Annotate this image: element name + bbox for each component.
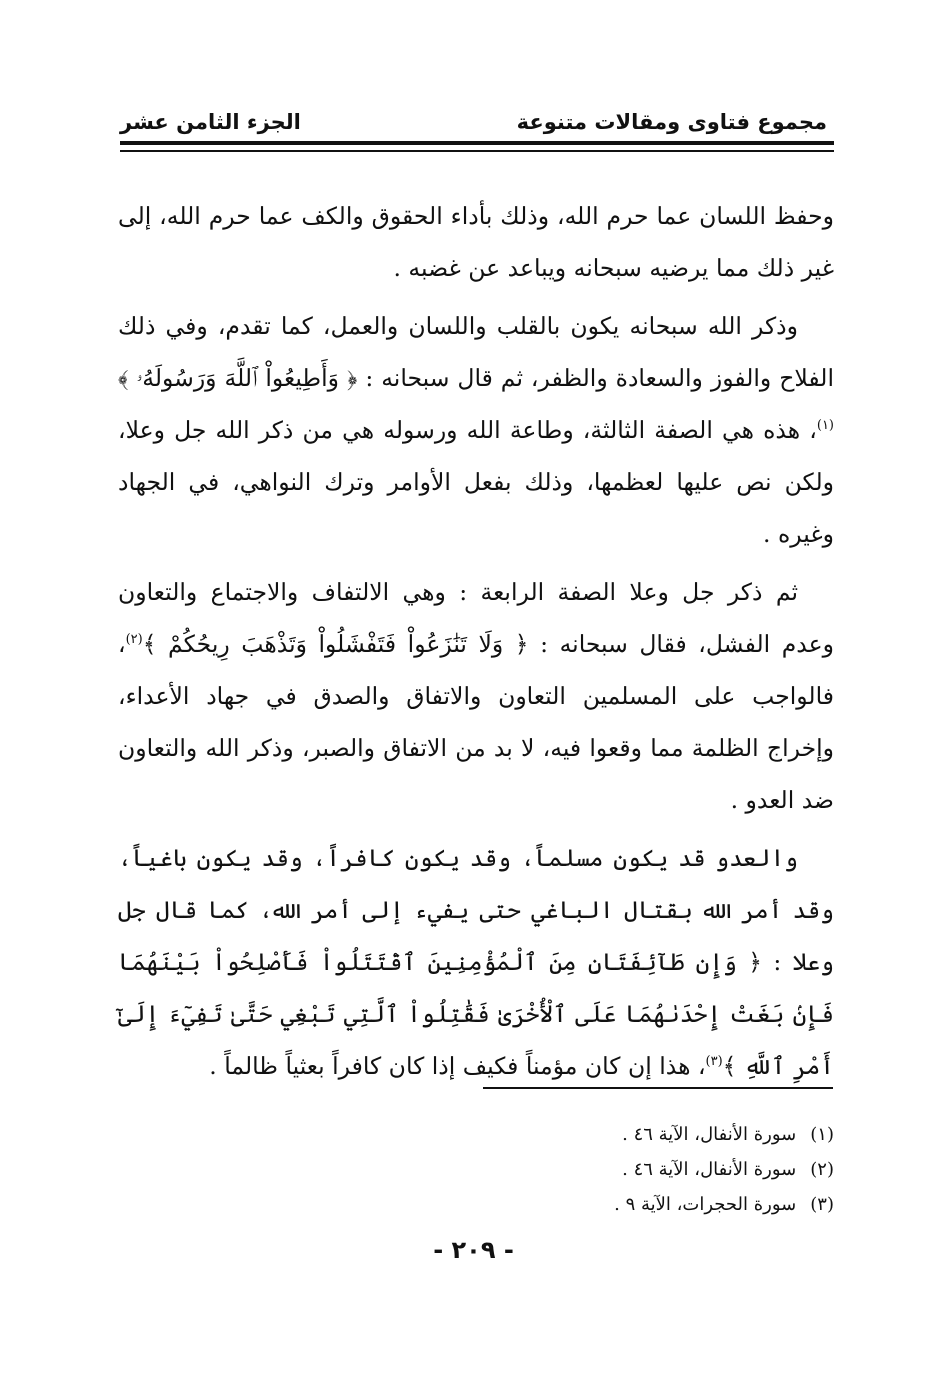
footnote	[614, 1187, 834, 1222]
footnote-text: سورة الأنفال، الآية ٤٦ .	[622, 1124, 797, 1145]
footnote-text: سورة الأنفال، الآية ٤٦ .	[622, 1159, 797, 1180]
footnote-text: سورة الحجرات، الآية ٩ .	[614, 1194, 797, 1215]
footnotes	[614, 1117, 834, 1222]
volume-label: الجزء الثامن عشر	[120, 110, 301, 134]
footnote	[614, 1152, 834, 1187]
quran-verse: ﴿ وَإِن طَآئِفَتَانِ مِنَ ٱلْمُؤْمِنِينَ ٱقْتَتَلُواْ فَأَصْلِحُواْ بَيْنَهُمَا فَإِنۢ بَغَتْ إِحْدَىٰهُمَا عَلَى ٱلْأُخْرَىٰ فَقَٰتِلُواْ ٱلَّتِي تَبْغِي حَتَّىٰ تَفِيٓءَ إِلَىٰٓ أَمْرِ ٱللَّهِ ﴾	[118, 948, 834, 1080]
page-number: - ٢٠٩ -	[433, 1236, 514, 1264]
footnote-ref: (١)	[816, 418, 834, 434]
header-rule-thin	[120, 150, 834, 152]
footnote-ref: (٢)	[125, 632, 143, 648]
paragraph-text: ثم ذكر جل وعلا الصفة الرابعة : وهي الالتفاف والاجتماع والتعاون وعدم الفشل، فقال سبحانه :	[118, 578, 834, 658]
book-title: مجموع فتاوى ومقالات متنوعة	[516, 110, 827, 134]
footnote	[614, 1117, 834, 1152]
paragraph-text: ، هذه هي الصفة الثالثة، وطاعة الله ورسوله هي من ذكر الله جل وعلا، ولكن نص عليها لعظمها، وذلك بفعل الأوامر وترك النواهي، في الجهاد وغيره .	[118, 416, 834, 548]
quran-verse: ﴿ وَأَطِيعُواْ ٱللَّهَ وَرَسُولَهُۥ ﴾	[118, 364, 358, 392]
paragraph-text: وحفظ اللسان عما حرم الله، وذلك بأداء الحقوق والكف عما حرم الله، إلى غير ذلك مما يرضيه سبحانه ويباعد عن غضبه .	[118, 202, 834, 282]
header-rule-thick	[120, 141, 834, 145]
body-text	[118, 190, 834, 1092]
paragraph-text: ، فالواجب على المسلمين التعاون والاتفاق والصدق في جهاد الأعداء، وإخراج الظلمة مما وقعوا فيه، لا بد من الاتفاق والصبر، وذكر الله والتعاون ضد العدو .	[118, 630, 834, 814]
footnote-number: (٢)	[810, 1159, 834, 1180]
paragraph	[118, 566, 834, 826]
paragraph	[118, 300, 834, 560]
footnote-ref: (٣)	[705, 1054, 723, 1070]
paragraph-text: وذكر الله سبحانه يكون بالقلب واللسان والعمل، كما تقدم، وفي ذلك الفلاح والفوز والسعادة والظفر، ثم قال سبحانه :	[118, 312, 834, 392]
paragraph-text: والعدو قد يكون مسلماً، وقد يكون كافراً، وقد يكون باغياً، وقد أمر الله بقتال الباغي حتى يفيء إلى أمر الله، كما قال جل وعلا :	[118, 844, 835, 976]
quran-verse: ﴿ وَلَا تَنَٰزَعُواْ فَتَفْشَلُواْ وَتَذْهَبَ رِيحُكُمْ ﴾	[142, 630, 529, 658]
footnote-number: (٣)	[810, 1194, 834, 1215]
footnote-number: (١)	[810, 1124, 834, 1145]
footnote-separator	[483, 1087, 833, 1089]
paragraph-text: ، هذا إن كان مؤمناً فكيف إذا كان كافراً بعثياً ظالماً .	[209, 1052, 706, 1080]
paragraph	[118, 832, 834, 1092]
paragraph	[118, 190, 834, 294]
